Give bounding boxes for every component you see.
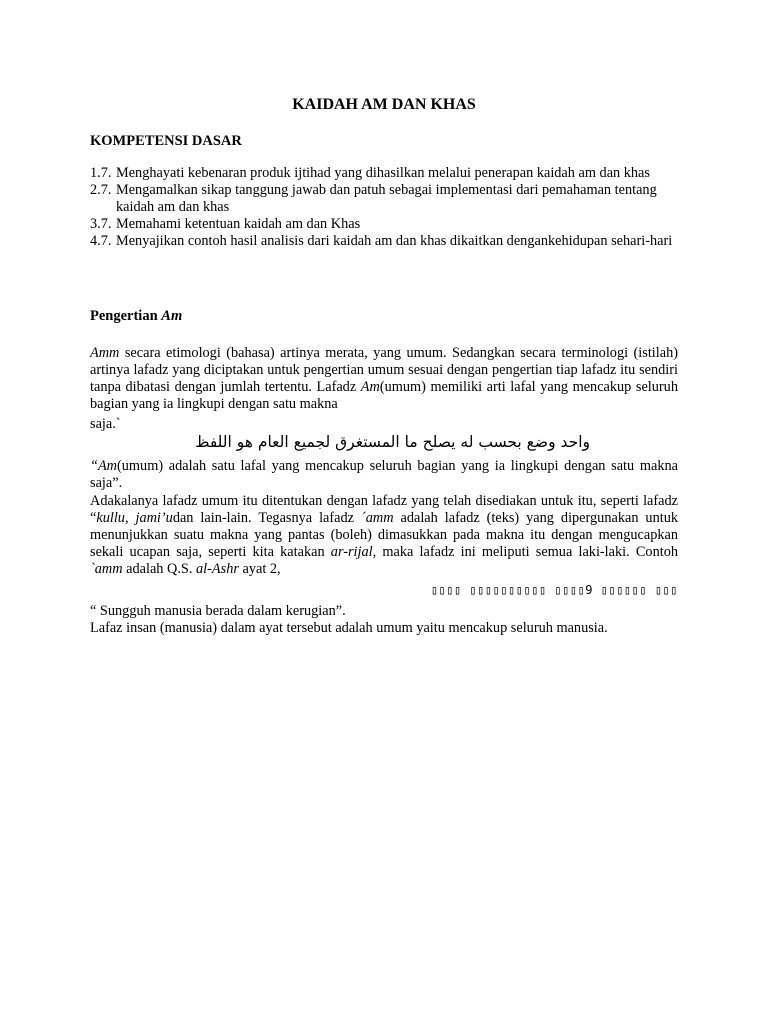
definition-paragraph [90,345,678,413]
list-item-number: 1.7. [90,165,112,181]
list-item [90,182,678,216]
italic-term: `amm [90,561,123,577]
italic-term: al-Ashr [196,561,239,577]
definition-heading-prefix: Pengertian [90,308,162,324]
paragraph-text: maka lafadz ini meliputi semua laki-laki. Contoh [376,544,678,560]
definition-heading-term: Am [161,308,183,324]
paragraph-text: dan lain-lain. Tegasnya lafadz [172,510,361,526]
competency-heading: KOMPETENSI DASAR [90,133,242,149]
competency-list [90,165,678,250]
paragraph-text: adalah Q.S. [122,561,197,577]
paragraph-text: (umum) adalah satu lafal yang mencakup seluruh bagian yang ia lingkupi dengan satu makna saja”. [90,458,678,491]
paragraph-text: (umum) memiliki arti lafal yang mencakup seluruh bagian yang ia lingkupi dengan satu makna [90,379,678,412]
paragraph-text: ayat 2, [238,561,281,577]
term-am-quote: Am [97,458,118,474]
definition-heading [90,308,182,325]
list-item-text: Mengamalkan sikap tanggung jawab dan patuh sebagai implementasi dari pemahaman tentang kaidah am dan khas [116,182,657,215]
italic-term: ar-rijal, [330,544,377,560]
paragraph-text: secara etimologi (bahasa) artinya merata, yang umum. Sedangkan secara terminologi (istilah) artinya lafadz yang diciptakan untuk pengertian umum sesuai dengan pengertian tiap lafadz itu sendiri tanpa dibatasi dengan jumlah tertentu. Lafadz [90,345,678,395]
list-item-text: Menyajikan contoh hasil analisis dari kaidah am dan khas dikaitkan dengankehidupan sehari-hari [116,233,673,249]
term-am: Am [360,379,380,395]
example-paragraph [90,493,678,578]
quote-paragraph [90,458,678,492]
closing-paragraph: Lafaz insan (manusia) dalam ayat tersebut adalah umum yaitu mencakup seluruh manusia. [90,620,608,636]
italic-term: kullu, jami’u [96,510,173,526]
list-item-text: Menghayati kebenaran produk ijtihad yang dihasilkan melalui penerapan kaidah am dan khas [116,165,650,181]
term-amm: Amm [90,345,120,361]
quote-open: “ [90,458,98,474]
list-item-number: 2.7. [90,182,112,198]
list-item-number: 3.7. [90,216,112,232]
paragraph-end: saja.` [90,416,121,432]
list-item-text: Memahami ketentuan kaidah am dan Khas [116,216,361,232]
verse-translation: “ Sungguh manusia berada dalam kerugian”. [90,603,346,619]
italic-term: ´amm [360,510,394,526]
paragraph-text: adalah lafadz (teks) yang dipergunakan untuk menunjukkan suatu makna yang pantas (boleh) dimasukkan pada makna itu dengan mengucapkan sekali ucapan saja, seperti kita katakan [90,510,678,560]
verse-garbled: ▯▯▯▯ ▯▯▯▯▯▯▯▯▯▯ ▯▯▯▯9 ▯▯▯▯▯▯ ▯▯▯ [430,583,678,597]
list-item-number: 4.7. [90,233,112,249]
paragraph-text: Adakalanya lafadz umum itu ditentukan dengan lafadz yang telah disediakan untuk itu, seperti lafadz “ [90,493,678,526]
arabic-definition: واحد وضع بحسب له يصلح ما المستغرق لجميع العام هو اللفظ [195,433,590,451]
list-item [90,216,678,233]
list-item [90,233,678,250]
page-title: KAIDAH AM DAN KHAS [292,96,476,113]
list-item [90,165,678,182]
